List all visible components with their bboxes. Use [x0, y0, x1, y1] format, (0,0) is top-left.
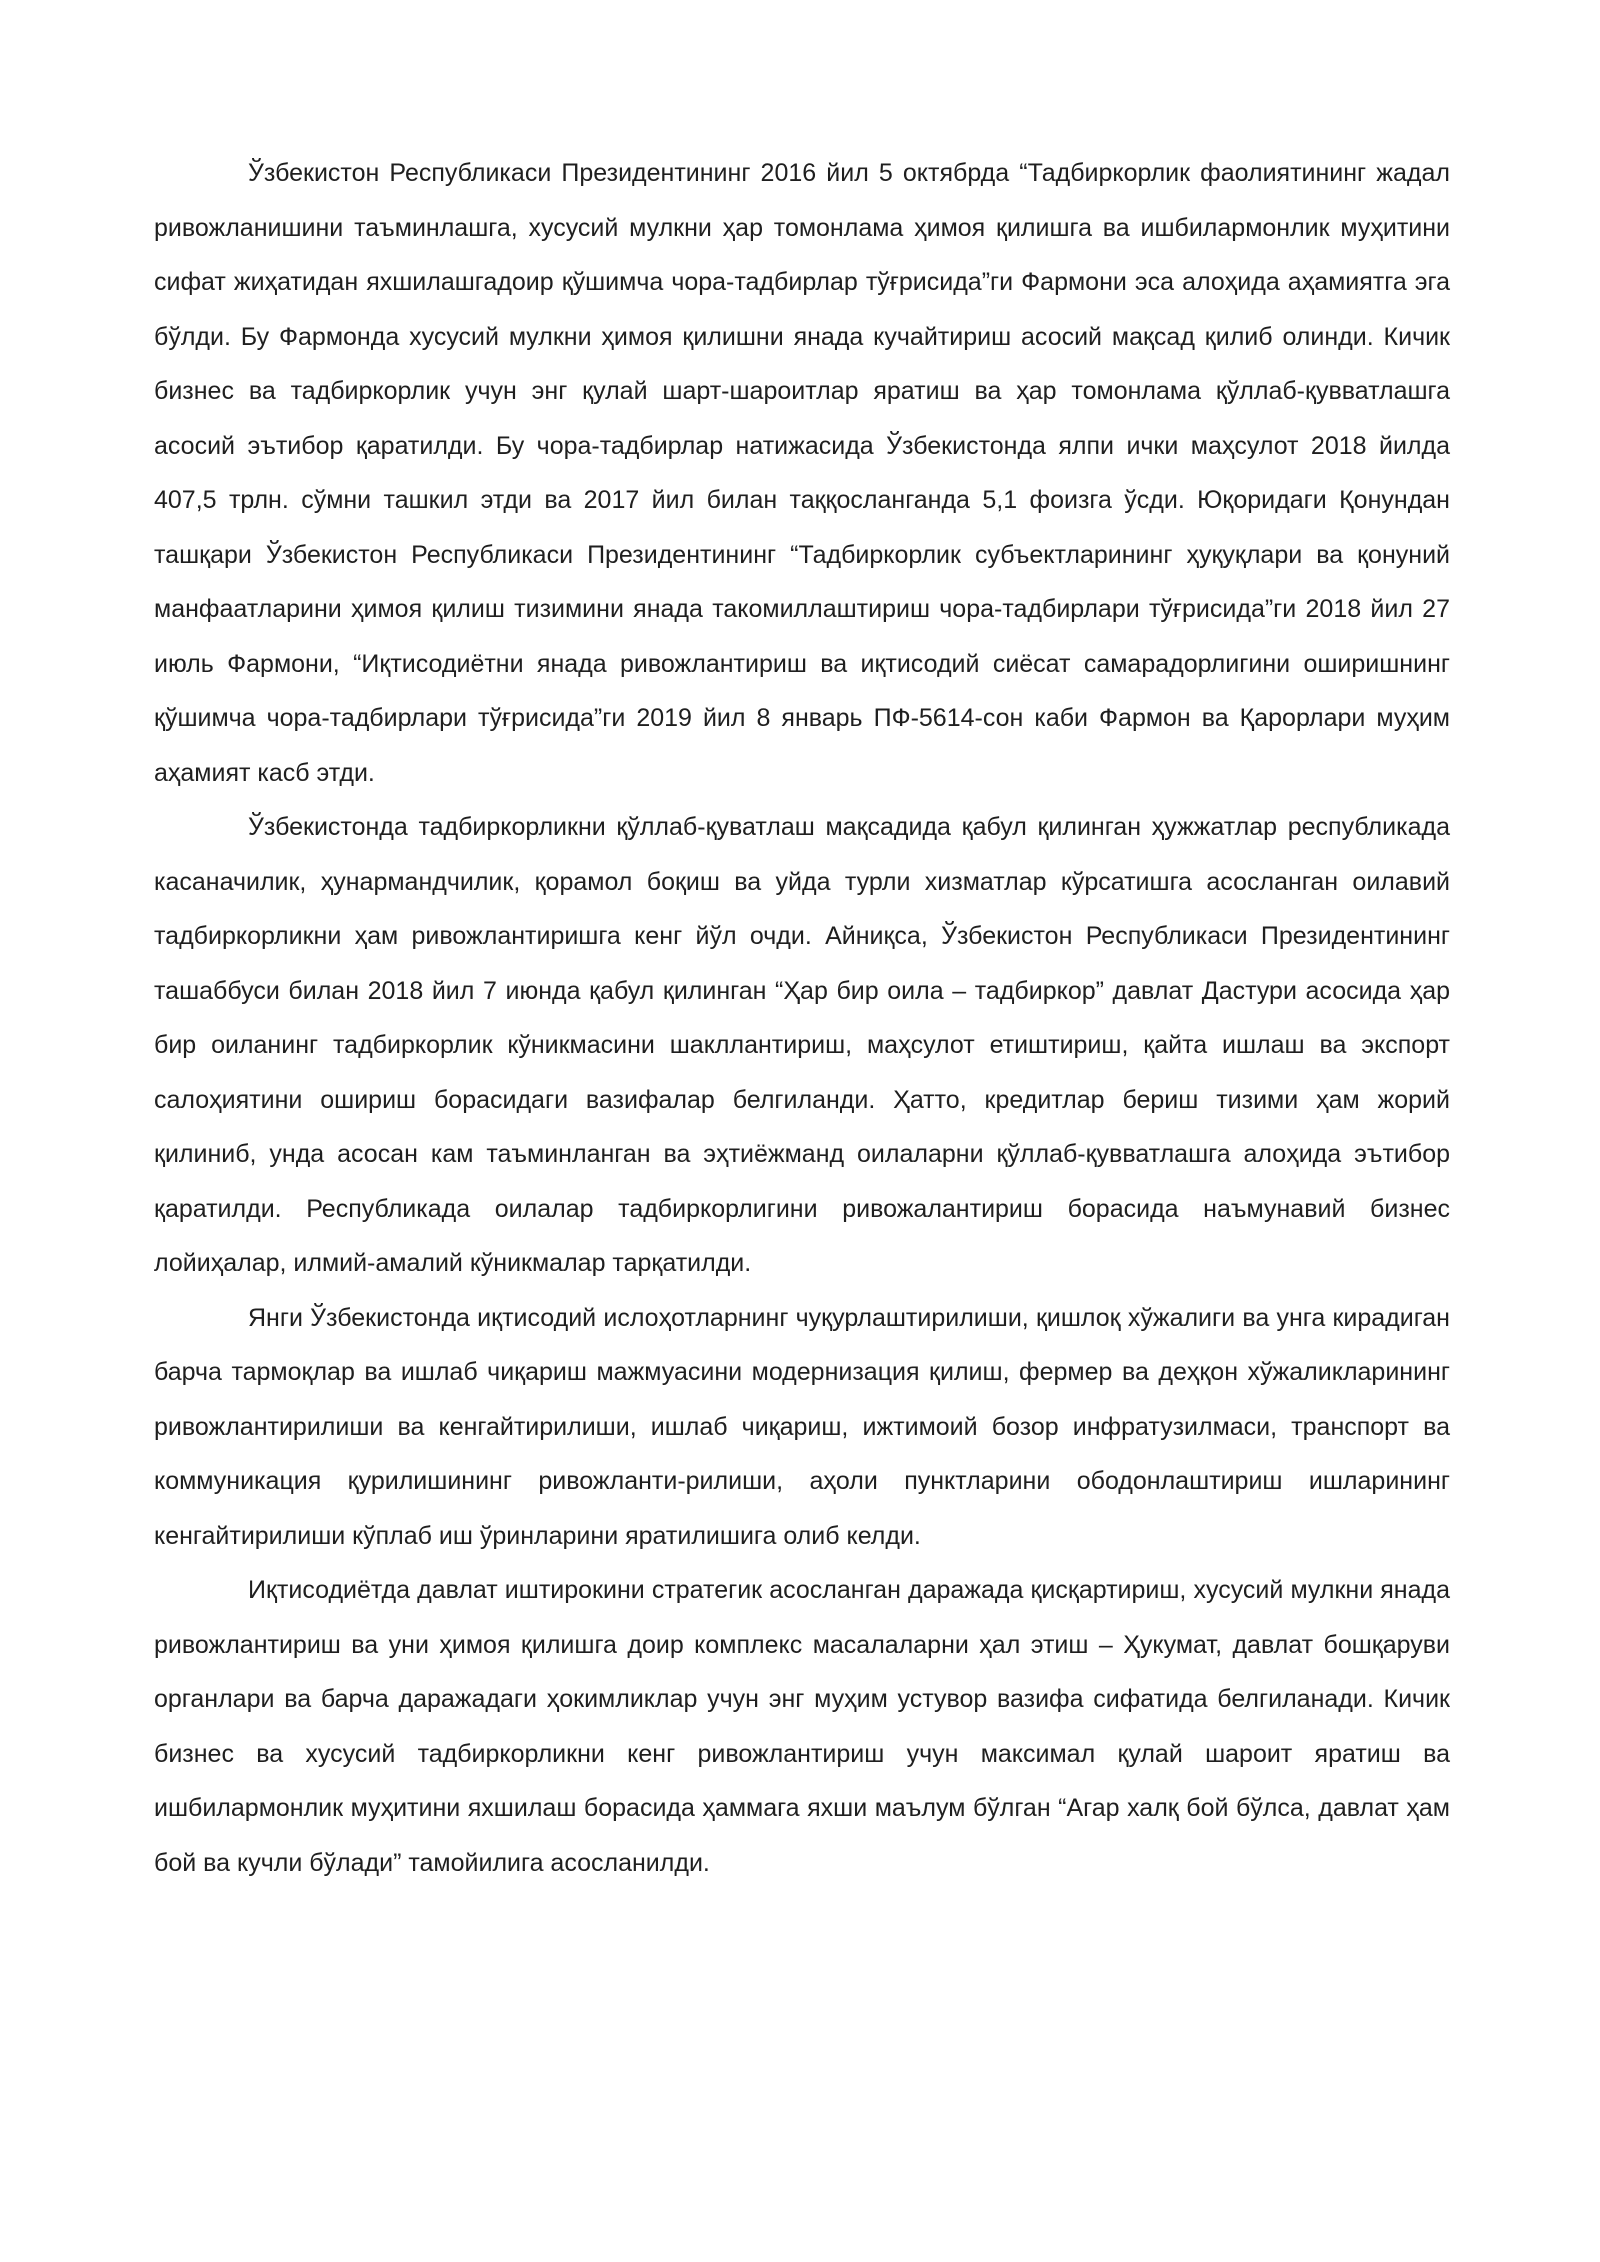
paragraph-2: Ўзбекистонда тадбиркорликни қўллаб-қуватлаш мақсадида қабул қилинган ҳужжатлар республикада касаначилик, ҳунармандчилик, қорамол боқиш ва уйда турли хизматлар кўрсатишга асосланган оилавий тадбиркорликни ҳам ривожлантиришга кенг йўл очди. Айниқса, Ўзбекистон Республикаси Президентининг ташаббуси билан 2018 йил 7 июнда қабул қилинган “Ҳар бир оила – тадбиркор” давлат Дастури асосида ҳар бир оиланинг тадбиркорлик кўникмасини шакллантириш, маҳсулот етиштириш, қайта ишлаш ва экспорт салоҳиятини ошириш борасидаги вазифалар белгиланди. Ҳатто, кредитлар бериш тизими ҳам жорий қилиниб, унда асосан кам таъминланган ва эҳтиёжманд оилаларни қўллаб-қувватлашга алоҳида эътибор қаратилди. Республикада оилалар тадбиркорлигини ривожалантириш борасида наъмунавий бизнес лойиҳалар, илмий-амалий кўникмалар тарқатилди. [154, 813, 1450, 1277]
paragraph-3: Янги Ўзбекистонда иқтисодий ислоҳотларнинг чуқурлаштирилиши, қишлоқ хўжалиги ва унга кирадиган барча тармоқлар ва ишлаб чиқариш мажмуасини модернизация қилиш, фермер ва деҳқон хўжаликларининг ривожлантирилиши ва кенгайтирилиши, ишлаб чиқариш, ижтимоий бозор инфратузилмаси, транспорт ва коммуникация қурилишининг ривожланти-рилиши, аҳоли пунктларини ободонлаштириш ишларининг кенгайтирилиши кўплаб иш ўринларини яратилишига олиб келди. [154, 1303, 1450, 1550]
paragraph-4: Иқтисодиётда давлат иштирокини стратегик асосланган даражада қисқартириш, хусусий мулкни янада ривожлантириш ва уни ҳимоя қилишга доир комплекс масалаларни ҳал этиш – Ҳукумат, давлат бошқаруви органлари ва барча даражадаги ҳокимликлар учун энг муҳим устувор вазифа сифатида белгиланади. Кичик бизнес ва хусусий тадбиркорликни кенг ривожлантириш учун максимал қулай шароит яратиш ва ишбилармонлик муҳитини яхшилаш борасида ҳаммага яхши маълум бўлган “Агар халқ бой бўлса, давлат ҳам бой ва кучли бўлади” тамойилига асосланилди. [154, 1576, 1450, 1877]
paragraph-1: Ўзбекистон Республикаси Президентининг 2016 йил 5 октябрда “Тадбиркорлик фаолиятининг жадал ривожланишини таъминлашга, хусусий мулкни ҳар томонлама ҳимоя қилишга ва ишбилармонлик муҳитини сифат жиҳатидан яхшилашгадоир қўшимча чора-тадбирлар тўғрисида”ги Фармони эса алоҳида аҳамиятга эга бўлди. Бу Фармонда хусусий мулкни ҳимоя қилишни янада кучайтириш асосий мақсад қилиб олинди. Кичик бизнес ва тадбиркорлик учун энг қулай шарт-шароитлар яратиш ва ҳар томонлама қўллаб-қувватлашга асосий эътибор қаратилди. Бу чора-тадбирлар натижасида Ўзбекистонда ялпи ички маҳсулот 2018 йилда 407,5 трлн. сўмни ташкил этди ва 2017 йил билан таққосланганда 5,1 фоизга ўсди. Юқоридаги Қонундан ташқари Ўзбекистон Республикаси Президентининг “Тадбиркорлик субъектларининг ҳуқуқлари ва қонуний манфаатларини ҳимоя қилиш тизимини янада такомиллаштириш чора-тадбирлари тўғрисида”ги 2018 йил 27 июль Фармони, “Иқтисодиётни янада ривожлантириш ва иқтисодий сиёсат самарадорлигини оширишнинг қўшимча чора-тадбирлари тўғрисида”ги 2019 йил 8 январь ПФ-5614-сон каби Фармон ва Қарорлари муҳим аҳамият касб этди. [154, 159, 1450, 787]
document-body [154, 146, 1450, 1890]
